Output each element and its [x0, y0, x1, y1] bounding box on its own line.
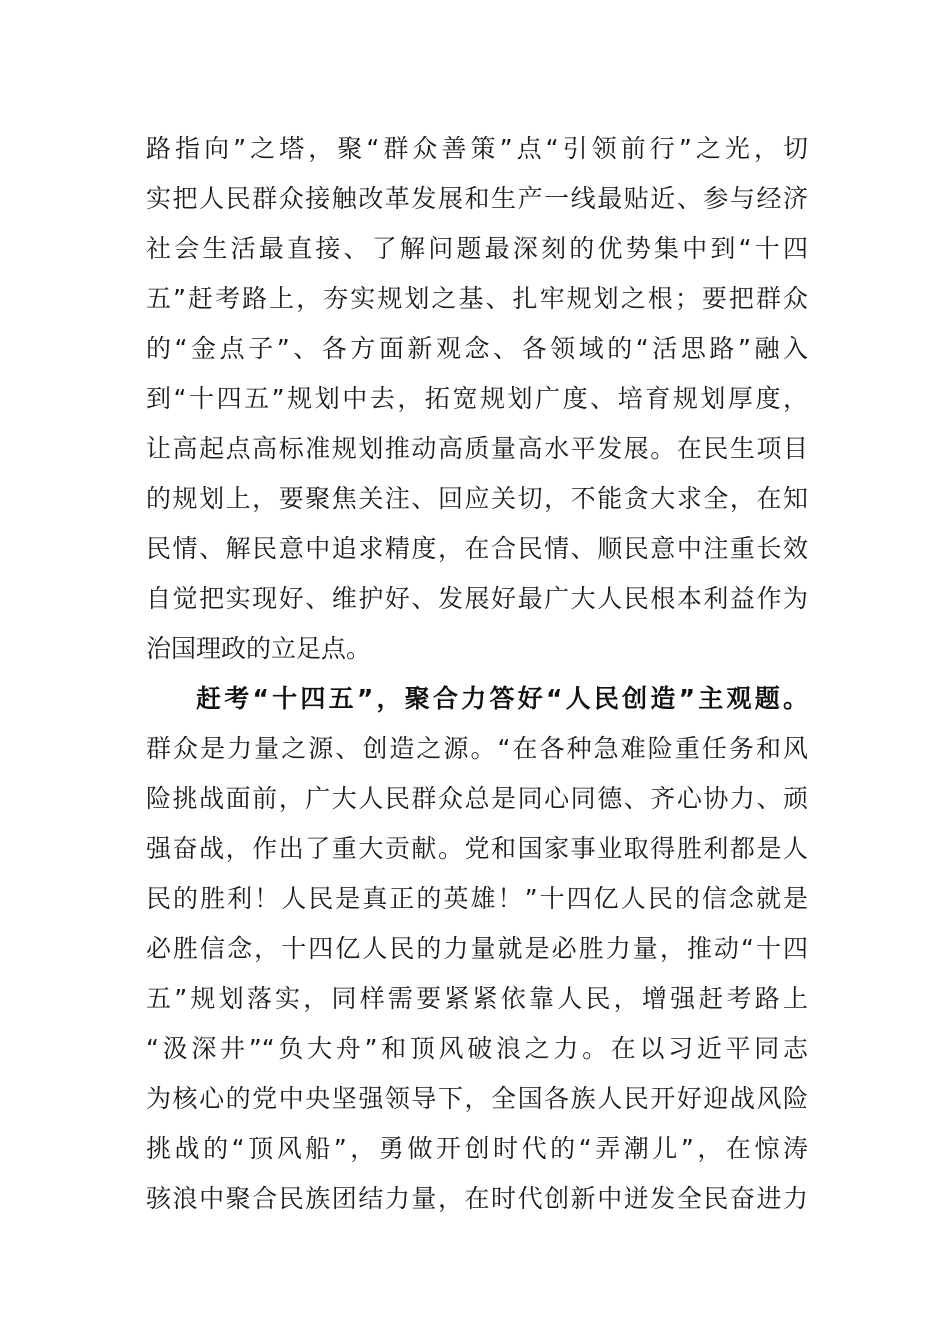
text-line: 骇浪中聚合民族团结力量，在时代创新中迸发全民奋进力 [146, 1184, 808, 1213]
text-line: 路指向”之塔，聚“群众善策”点“引领前行”之光，切 [146, 134, 808, 163]
text-line: 民的胜利！人民是真正的英雄！”十四亿人民的信念就是 [146, 884, 808, 913]
text-line: 五”规划落实，同样需要紧紧依靠人民，增强赶考路上 [146, 984, 808, 1013]
text-line: 必胜信念，十四亿人民的力量就是必胜力量，推动“十四 [146, 934, 808, 963]
text-line: 群众是力量之源、创造之源。“在各种急难险重任务和风 [146, 734, 808, 763]
text-line: 民情、解民意中追求精度，在合民情、顺民意中注重长效 [146, 534, 808, 563]
text-line: 自觉把实现好、维护好、发展好最广大人民根本利益作为 [146, 584, 808, 613]
text-line: 险挑战面前，广大人民群众总是同心同德、齐心协力、顽 [146, 784, 808, 813]
text-line: 的规划上，要聚焦关注、回应关切，不能贪大求全，在知 [146, 484, 808, 513]
text-line: 的“金点子”、各方面新观念、各领域的“活思路”融入 [146, 334, 808, 363]
text-line: 强奋战，作出了重大贡献。党和国家事业取得胜利都是人 [146, 834, 808, 863]
text-line: 为核心的党中央坚强领导下，全国各族人民开好迎战风险 [146, 1084, 808, 1113]
text-line: 治国理政的立足点。 [146, 634, 372, 663]
text-line: 社会生活最直接、了解问题最深刻的优势集中到“十四 [146, 234, 808, 263]
section-heading: 赶考“十四五”，聚合力答好“人民创造”主观题。 [196, 684, 808, 713]
paragraph-1 [146, 124, 808, 1224]
text-line: 到“十四五”规划中去，拓宽规划广度、培育规划厚度， [146, 384, 808, 413]
text-line: 挑战的“顶风船”，勇做开创时代的“弄潮儿”，在惊涛 [146, 1134, 808, 1163]
text-line: 五”赶考路上，夯实规划之基、扎牢规划之根；要把群众 [146, 284, 808, 313]
text-line: 实把人民群众接触改革发展和生产一线最贴近、参与经济 [146, 184, 808, 213]
text-line: 让高起点高标准规划推动高质量高水平发展。在民生项目 [146, 434, 808, 463]
text-line: “汲深井”“负大舟”和顶风破浪之力。在以习近平同志 [146, 1034, 808, 1063]
